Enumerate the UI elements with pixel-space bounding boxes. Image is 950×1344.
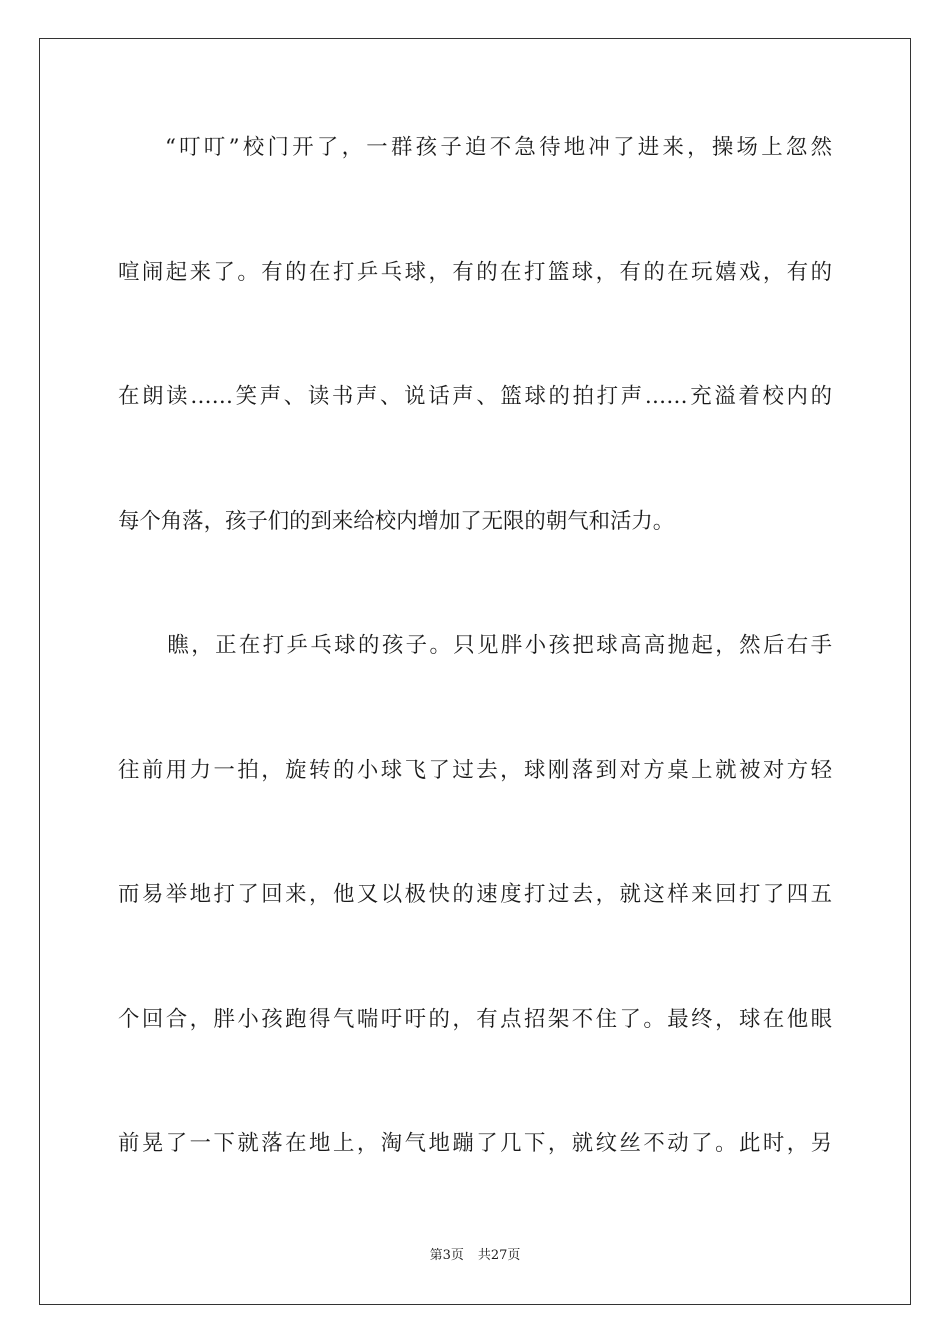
page-border <box>39 38 911 1305</box>
page-total: 共27页 <box>477 1248 521 1263</box>
page-footer <box>0 1247 950 1265</box>
text-line-4: 每个角落，孩子们的到来给校内增加了无限的朝气和活力。 <box>118 509 675 534</box>
text-line-1 <box>118 132 832 164</box>
page-number: 第3页 <box>429 1248 464 1263</box>
text-line-3: 在朗读……笑声、读书声、说话声、篮球的拍打声……充溢着校内的 <box>118 384 832 409</box>
text-line-7: 而易举地打了回来，他又以极快的速度打过去，就这样来回打了四五 <box>118 882 832 907</box>
text-line-6: 往前用力一拍，旋转的小球飞了过去，球刚落到对方桌上就被对方轻 <box>118 758 832 783</box>
text-line-9: 前晃了一下就落在地上，淘气地蹦了几下，就纹丝不动了。此时，另 <box>118 1131 832 1156</box>
text-line-5 <box>118 630 832 662</box>
text-line-1-content: “叮叮”校门开了，一群孩子迫不急待地冲了进来，操场上忽然 <box>165 135 832 160</box>
text-line-2: 喧闹起来了。有的在打乒乓球，有的在打篮球，有的在玩嬉戏，有的 <box>118 260 832 285</box>
text-line-8: 个回合，胖小孩跑得气喘吁吁的，有点招架不住了。最终，球在他眼 <box>118 1007 832 1032</box>
text-line-5-content: 瞧，正在打乒乓球的孩子。只见胖小孩把球高高抛起，然后右手 <box>165 633 832 658</box>
